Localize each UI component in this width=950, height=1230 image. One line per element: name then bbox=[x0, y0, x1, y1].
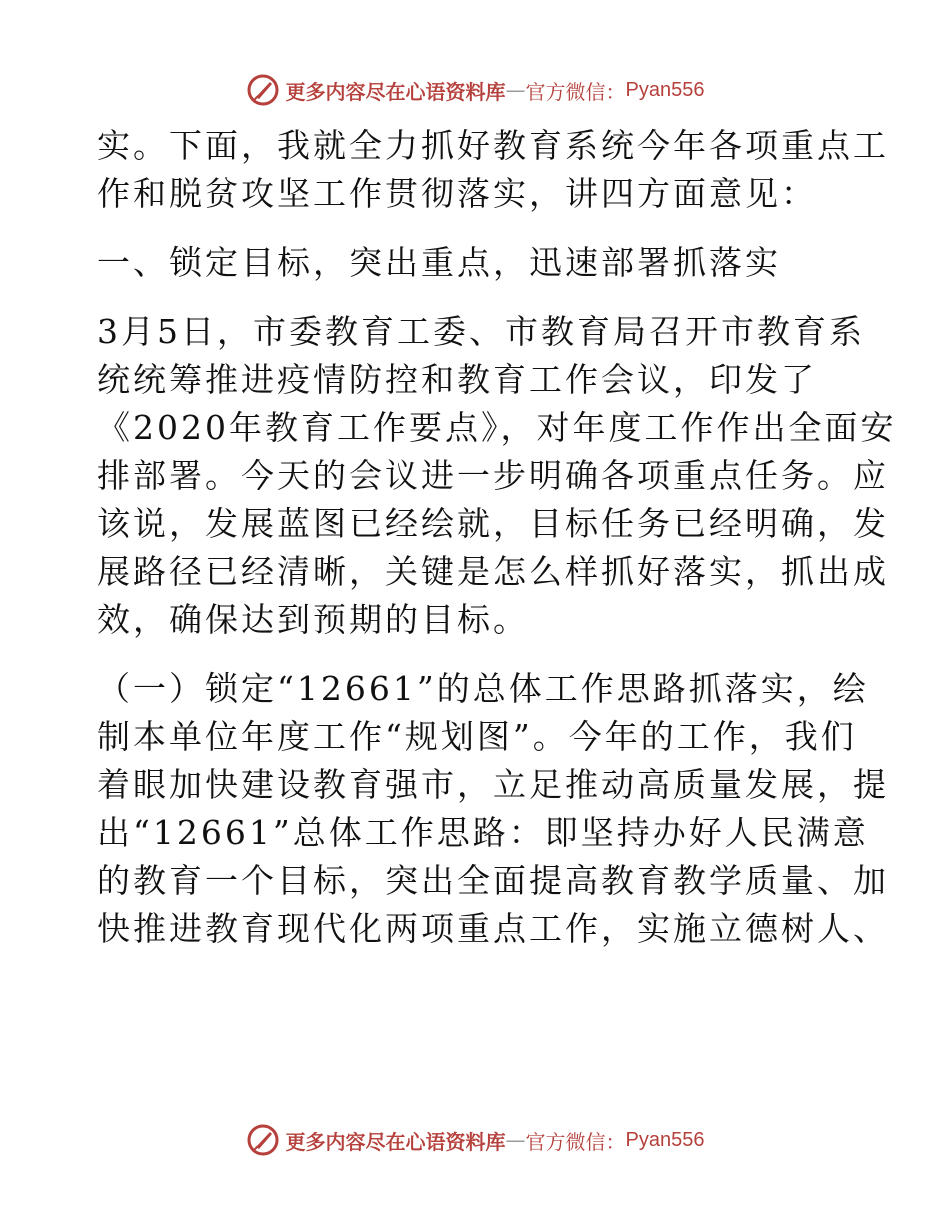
quill-logo-icon bbox=[246, 73, 280, 107]
text-line: 该说，发展蓝图已经绘就，目标任务已经明确，发 bbox=[97, 504, 889, 543]
header-banner bbox=[0, 70, 950, 110]
banner-wechat-label: 官方微信： bbox=[525, 1129, 626, 1154]
text-line: 着眼加快建设教育强市，立足推动高质量发展，提 bbox=[97, 765, 889, 804]
text-line: 3月5日，市委教育工委、市教育局召开市教育系 bbox=[97, 312, 865, 351]
section-heading: 一、锁定目标，突出重点，迅速部署抓落实 bbox=[97, 243, 781, 282]
banner-wechat-id: Pyan556 bbox=[625, 1128, 705, 1151]
text-line: 效，确保达到预期的目标。 bbox=[97, 600, 529, 639]
text-line: 的教育一个目标，突出全面提高教育教学质量、加 bbox=[97, 861, 889, 900]
text-line: 统统筹推进疫情防控和教育工作会议，印发了 bbox=[97, 360, 817, 399]
text-line: （一）锁定“12661”的总体工作思路抓落实，绘 bbox=[97, 669, 869, 708]
quill-logo-icon bbox=[246, 1123, 280, 1157]
text-line: 出“12661”总体工作思路：即坚持办好人民满意 bbox=[97, 813, 869, 852]
banner-text: 更多内容尽在心语资料库 bbox=[285, 1129, 506, 1154]
text-line: 实。下面，我就全力抓好教育系统今年各项重点工 bbox=[97, 126, 889, 165]
document-body bbox=[97, 122, 897, 953]
banner-text: 更多内容尽在心语资料库 bbox=[285, 79, 506, 104]
banner-separator: — bbox=[505, 1128, 526, 1152]
banner-separator: — bbox=[505, 78, 526, 102]
text-line: 《2020年教育工作要点》，对年度工作作出全面安 bbox=[97, 408, 897, 447]
banner-wechat-label: 官方微信： bbox=[525, 79, 626, 104]
banner-wechat-id: Pyan556 bbox=[625, 78, 705, 101]
text-line: 作和脱贫攻坚工作贯彻落实，讲四方面意见： bbox=[97, 174, 817, 213]
text-line: 制本单位年度工作“规划图”。今年的工作，我们 bbox=[97, 717, 857, 756]
text-line: 快推进教育现代化两项重点工作，实施立德树人、 bbox=[97, 909, 889, 948]
text-line: 排部署。今天的会议进一步明确各项重点任务。应 bbox=[97, 456, 889, 495]
footer-banner bbox=[0, 1120, 950, 1160]
text-line: 展路径已经清晰，关键是怎么样抓好落实，抓出成 bbox=[97, 552, 889, 591]
